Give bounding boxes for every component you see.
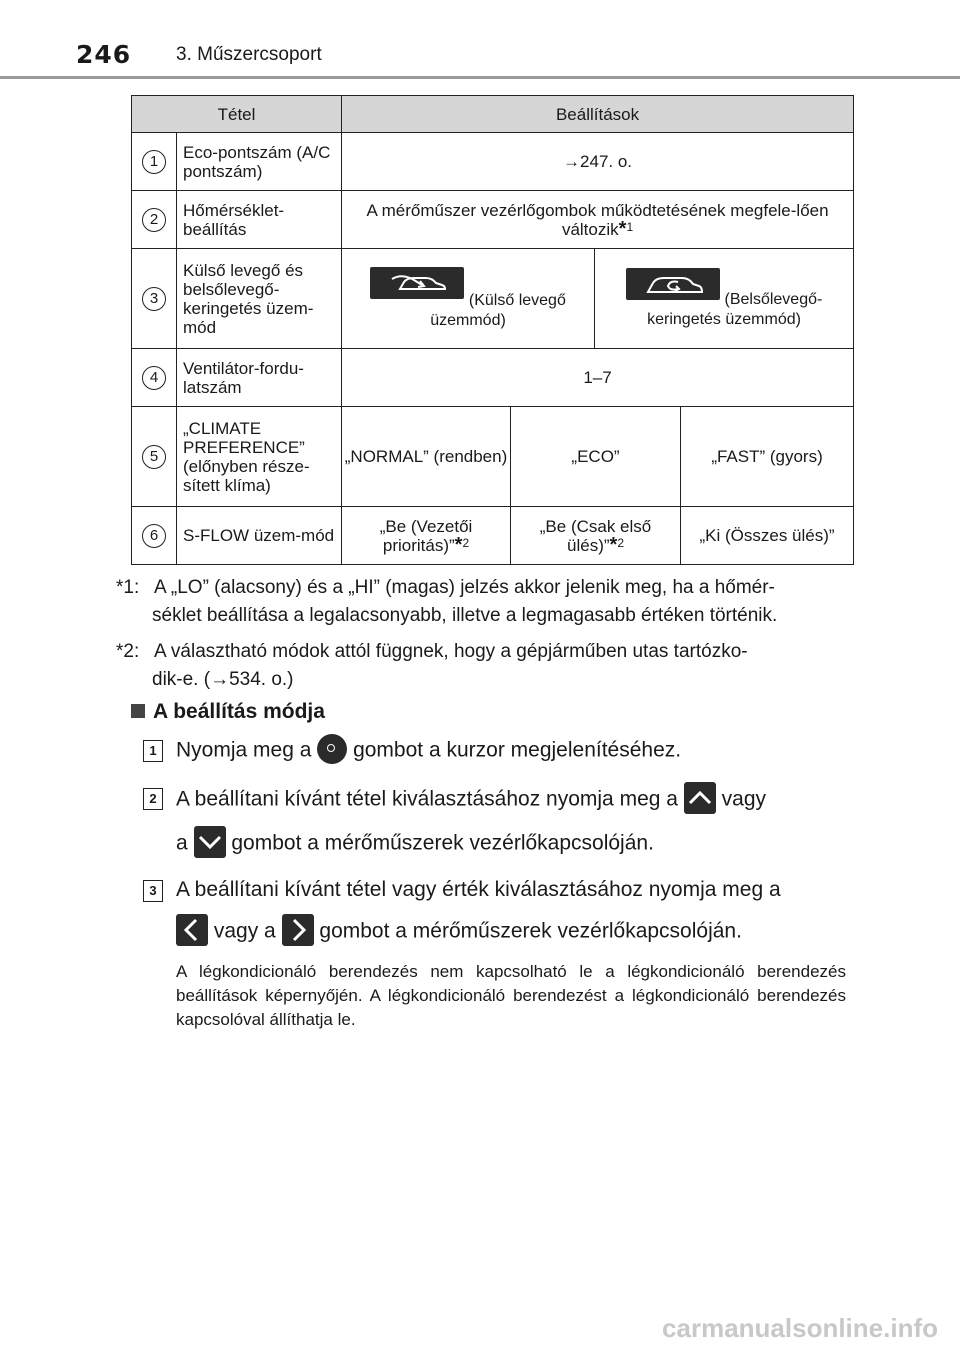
footnote-mark: * — [609, 533, 618, 556]
table-header-row — [132, 96, 854, 133]
fresh-air-icon — [370, 267, 464, 299]
item-label: „CLIMATE PREFERENCE” (előnyben része-sített klíma) — [177, 407, 342, 507]
option-label: (Belsőlevegő-keringetés üzemmód) — [647, 291, 823, 328]
row-number: 3 — [142, 287, 166, 311]
step-text-cont: a gombot a mérőműszerek vezérlőkapcsolóján. — [176, 828, 654, 860]
up-button-icon — [684, 782, 716, 814]
header-divider — [0, 76, 960, 79]
table-row — [132, 507, 854, 565]
item-label: Hőmérséklet-beállítás — [177, 191, 342, 249]
option-driver-priority: „Be (Vezetői prioritás)”*$^2$ — [342, 507, 511, 565]
footnote-mark: * — [618, 217, 627, 240]
info-paragraph: A légkondicionáló berendezés nem kapcsolható le a légkondicionáló berendezés beállítások képernyőjén. A légkondicionáló berendezést a légkondicionáló berendezés kapcsolóval állíthatja le. — [176, 962, 846, 1029]
option-off: „Ki (Összes ülés)” — [681, 507, 854, 565]
ok-button-icon — [317, 734, 347, 764]
recirculation-icon — [626, 268, 720, 300]
section-heading: A beállítás módja — [131, 700, 325, 724]
setting-value: 1–7 — [342, 349, 854, 407]
right-button-icon — [282, 914, 314, 946]
settings-table — [131, 95, 854, 565]
option-front-seat: „Be (Csak első ülés)”*$^2$ — [511, 507, 681, 565]
step-text-cont: vagy a gombot a mérőműszerek vezérlőkapcsolóján. — [176, 916, 742, 948]
step-text: A beállítani kívánt tétel kiválasztásához nyomja meg a vagy — [176, 784, 766, 816]
footnote-marker: *1: — [116, 577, 140, 598]
section-title: 3. Műszercsoport — [176, 44, 322, 65]
row-number: 6 — [142, 524, 166, 548]
footnote-text: A választható módok attól függnek, hogy a gépjárműben utas tartózko- — [154, 641, 748, 662]
item-label: Ventilátor-fordu-latszám — [177, 349, 342, 407]
step-number: 2 — [143, 788, 163, 810]
footnote-1 — [116, 574, 854, 630]
watermark: carmanualsonline.info — [662, 1313, 938, 1343]
page-number: 246 — [76, 40, 132, 69]
item-label: Külső levegő és belsőlevegő-keringetés üzem-mód — [177, 249, 342, 349]
option-eco: „ECO” — [511, 407, 681, 507]
row-number: 5 — [142, 445, 166, 469]
footnote-marker: *2: — [116, 641, 140, 662]
step-1 — [143, 736, 853, 776]
row-number: 1 — [142, 150, 166, 174]
step-3 — [143, 876, 853, 956]
page-header — [0, 0, 960, 80]
footnote-text-cont: séklet beállítása a legalacsonyabb, illetve a legmagasabb értéken történik. — [152, 605, 778, 626]
step-number: 3 — [143, 880, 163, 902]
option-recirculation — [595, 249, 854, 349]
step-text: Nyomja meg a gombot a kurzor megjelenítéséhez. — [176, 736, 681, 766]
option-normal: „NORMAL” (rendben) — [342, 407, 511, 507]
table-row — [132, 407, 854, 507]
step-number: 1 — [143, 740, 163, 762]
step-text: A beállítani kívánt tétel vagy érték kiválasztásához nyomja meg a — [176, 878, 781, 901]
footnote-ref: 1 — [626, 219, 634, 234]
down-button-icon — [194, 826, 226, 858]
option-fast: „FAST” (gyors) — [681, 407, 854, 507]
table-row — [132, 249, 854, 349]
option-fresh-air — [342, 249, 595, 349]
footnote-ref: 2 — [617, 535, 625, 550]
column-header-settings: Beállítások — [342, 96, 854, 133]
setting-value: A mérőműszer vezérlőgombok működtetésének megfele-lően változik*$^1$ — [342, 191, 854, 249]
footnote-text: A „LO” (alacsony) és a „HI” (magas) jelzés akkor jelenik meg, ha a hőmér- — [154, 577, 775, 598]
item-label: Eco-pontszám (A/C pontszám) — [177, 133, 342, 191]
footnote-ref: 2 — [462, 535, 470, 550]
table-row — [132, 191, 854, 249]
row-number: 4 — [142, 366, 166, 390]
item-label: S-FLOW üzem-mód — [177, 507, 342, 565]
row-number: 2 — [142, 208, 166, 232]
step-2 — [143, 784, 853, 874]
table-row — [132, 133, 854, 191]
column-header-item: Tétel — [132, 96, 342, 133]
footnote-2 — [116, 638, 854, 694]
left-button-icon — [176, 914, 208, 946]
table-row — [132, 349, 854, 407]
footnote-mark: * — [454, 533, 463, 556]
option-label: (Külső levegő üzemmód) — [430, 292, 566, 329]
bullet-square — [131, 704, 145, 718]
footnote-text-cont: dik-e. (→534. o.) — [152, 669, 294, 690]
setting-value: →247. o. — [342, 133, 854, 191]
